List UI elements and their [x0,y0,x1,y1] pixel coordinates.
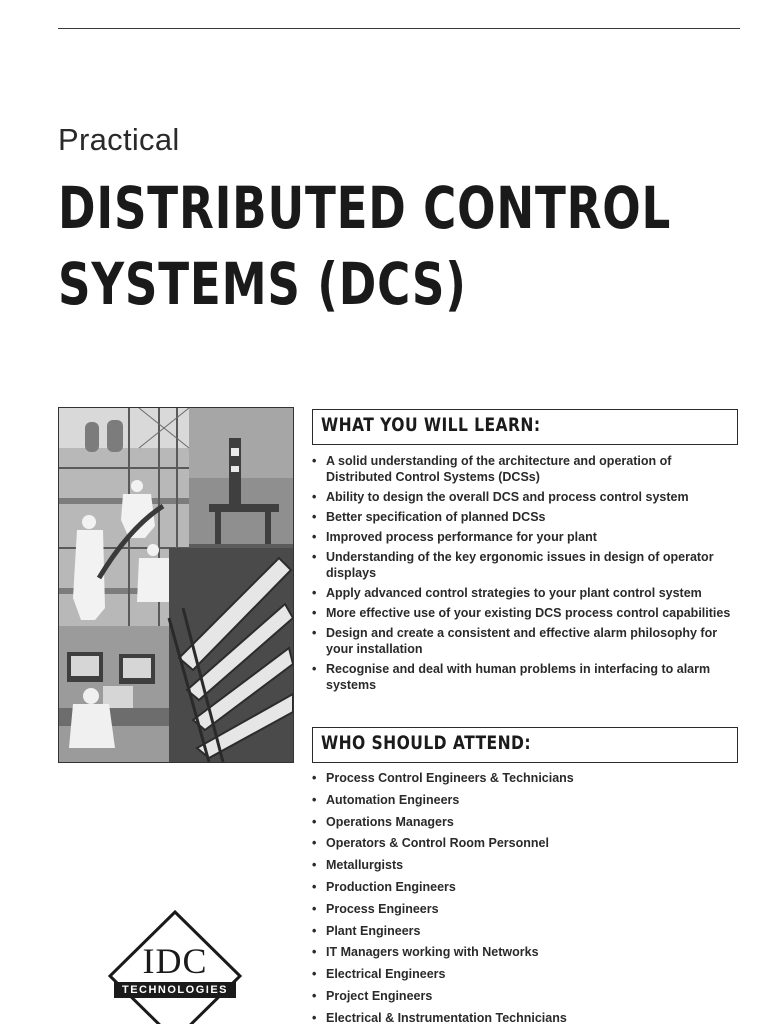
list-item: • Production Engineers [312,879,738,895]
subtitle: Practical [58,122,180,157]
logo-band: TECHNOLOGIES [114,982,236,998]
list-item: • Ability to design the overall DCS and process control system [312,489,738,505]
learn-list [312,453,738,697]
list-item: • Recognise and deal with human problems in interfacing to alarm systems [312,661,738,693]
list-item: • Apply advanced control strategies to your plant control system [312,585,738,601]
idc-logo [108,910,242,1024]
list-item: • Process Engineers [312,901,738,917]
list-item: • Operations Managers [312,814,738,830]
attend-heading-box [312,727,738,763]
list-item: • Automation Engineers [312,792,738,808]
page-title [58,170,672,322]
title-line-2: SYSTEMS (DCS) [58,250,467,318]
list-item: • IT Managers working with Networks [312,944,738,960]
cover-photo-collage [58,407,294,763]
list-item: • More effective use of your existing DCS process control capabilities [312,605,738,621]
title-line-1: DISTRIBUTED CONTROL [58,174,672,242]
top-rule [58,28,740,29]
list-item: • Better specification of planned DCSs [312,509,738,525]
list-item: • Improved process performance for your plant [312,529,738,545]
learn-heading-box [312,409,738,445]
attend-list [312,770,738,1024]
list-item: • Metallurgists [312,857,738,873]
list-item: • Design and create a consistent and effective alarm philosophy for your installation [312,625,738,657]
attend-heading: WHO SHOULD ATTEND: [321,732,532,754]
list-item: • Electrical Engineers [312,966,738,982]
learn-heading: WHAT YOU WILL LEARN: [321,414,541,436]
logo-mark: IDC [142,941,208,981]
list-item: • Process Control Engineers & Technicians [312,770,738,786]
list-item: • Understanding of the key ergonomic issues in design of operator displays [312,549,738,581]
list-item: • Electrical & Instrumentation Technicians [312,1010,738,1024]
list-item: • A solid understanding of the architecture and operation of Distributed Control Systems (DCSs) [312,453,738,485]
list-item: • Plant Engineers [312,923,738,939]
list-item: • Project Engineers [312,988,738,1004]
list-item: • Operators & Control Room Personnel [312,835,738,851]
